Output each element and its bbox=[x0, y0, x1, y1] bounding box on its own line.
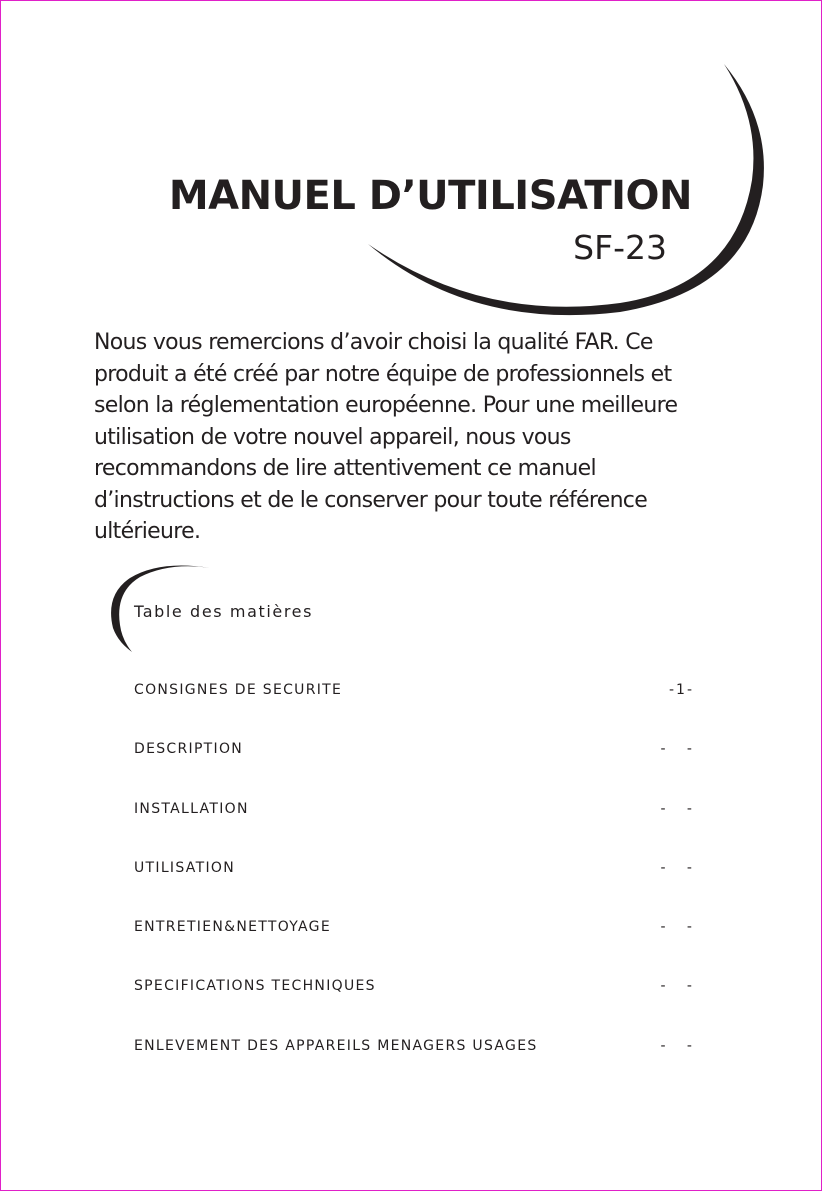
model-number: SF-23 bbox=[573, 228, 667, 267]
toc-item-description[interactable] bbox=[134, 737, 694, 796]
toc-item-title: DESCRIPTION bbox=[134, 741, 244, 758]
toc-item-page: - - bbox=[660, 741, 694, 758]
toc-item-title: UTILISATION bbox=[134, 859, 235, 876]
toc-item-maintenance[interactable] bbox=[134, 915, 694, 974]
toc-item-page: - - bbox=[660, 919, 694, 936]
toc-item-page: -1- bbox=[668, 682, 694, 698]
table-of-contents bbox=[134, 678, 694, 1093]
toc-heading: Table des matières bbox=[134, 602, 314, 621]
toc-item-title: ENTRETIEN&NETTOYAGE bbox=[134, 919, 331, 936]
toc-item-page: - - bbox=[660, 1037, 694, 1054]
toc-item-title: INSTALLATION bbox=[134, 800, 249, 817]
toc-item-title: SPECIFICATIONS TECHNIQUES bbox=[134, 978, 376, 995]
toc-item-page: - - bbox=[660, 859, 694, 876]
toc-item-installation[interactable] bbox=[134, 797, 694, 856]
manual-title: MANUEL D’UTILISATION bbox=[168, 173, 692, 219]
toc-item-title: CONSIGNES DE SECURITE bbox=[134, 682, 343, 698]
intro-paragraph: Nous vous remercions d’avoir choisi la qualité FAR. Ce produit a été créé par notre équipe de professionnels et selon la réglementation européenne. Pour une meilleure utilisation de votre nouvel appareil, nous vous recommandons de lire attentivement ce manuel d’instructions et de le conserver pour toute référence ultérieure. bbox=[94, 330, 678, 544]
toc-item-page: - - bbox=[660, 978, 694, 995]
toc-item-page: - - bbox=[660, 800, 694, 817]
toc-item-disposal[interactable] bbox=[134, 1034, 694, 1093]
toc-item-specifications[interactable] bbox=[134, 974, 694, 1033]
toc-item-safety[interactable] bbox=[134, 678, 694, 737]
toc-item-usage[interactable] bbox=[134, 856, 694, 915]
toc-item-title: ENLEVEMENT DES APPAREILS MENAGERS USAGES bbox=[134, 1037, 538, 1054]
